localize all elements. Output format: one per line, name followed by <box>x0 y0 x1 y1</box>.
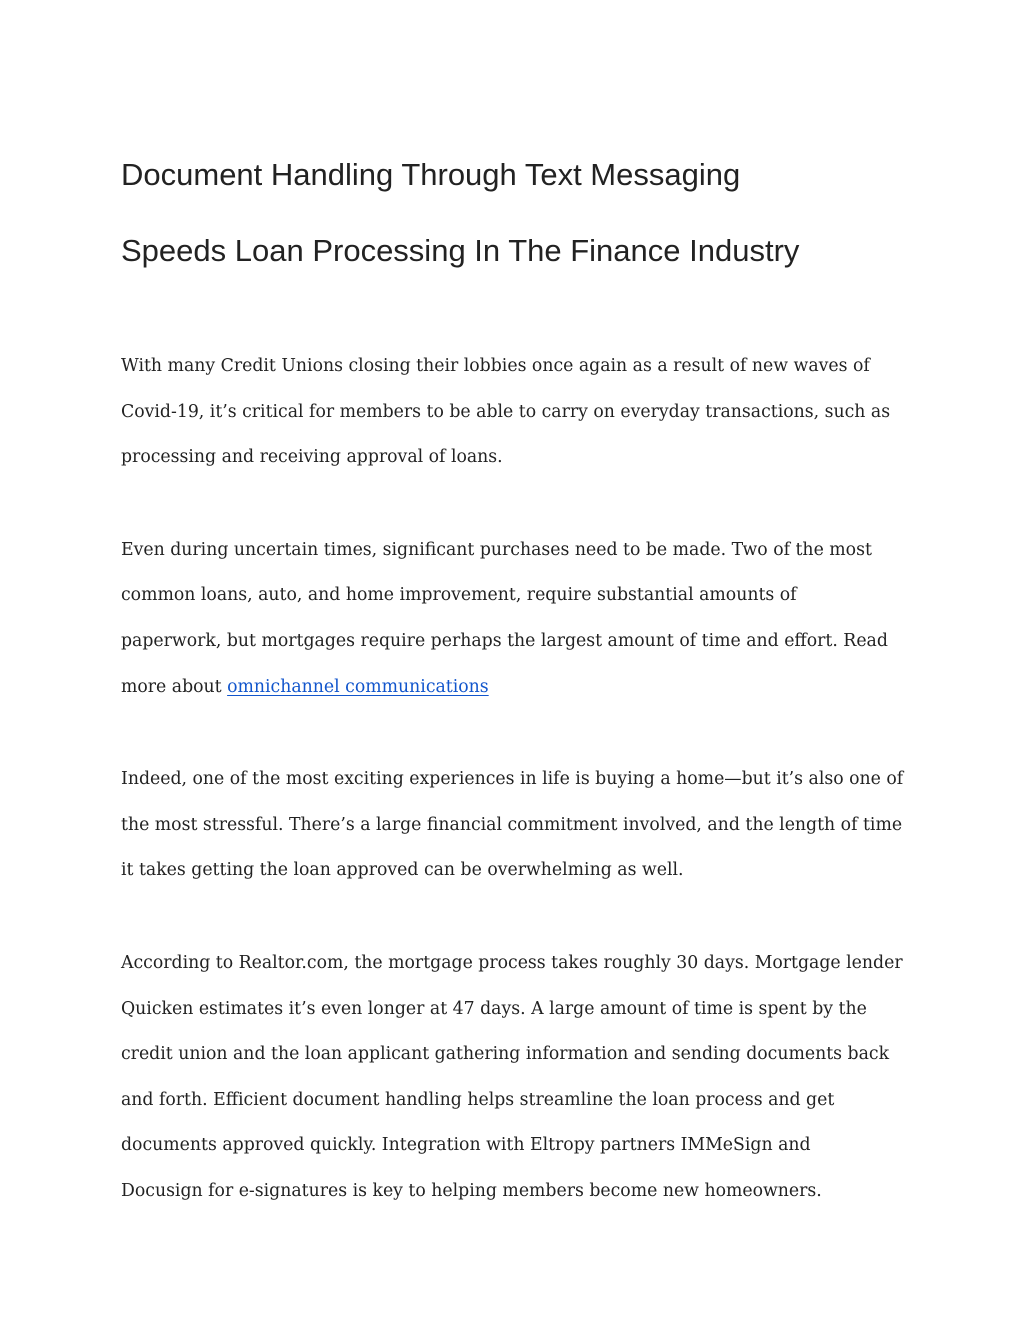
paragraph-line: credit union and the loan applicant gathering information and sending documents back <box>121 1044 890 1064</box>
paragraph-line: and forth. Efficient document handling helps streamline the loan process and get <box>121 1090 835 1110</box>
paragraph-line: it takes getting the loan approved can be overwhelming as well. <box>121 860 684 880</box>
paragraph-line: Even during uncertain times, significant purchases need to be made. Two of the most <box>121 540 872 560</box>
paragraph-line-with-link <box>121 675 489 699</box>
title-line-1: Document Handling Through Text Messaging <box>121 157 741 192</box>
link-prefix-text: more about <box>121 677 228 697</box>
paragraph-line: common loans, auto, and home improvement, require substantial amounts of <box>121 585 797 605</box>
paragraph-line: Quicken estimates it’s even longer at 47 days. A large amount of time is spent by the <box>121 999 867 1019</box>
title-line-2: Speeds Loan Processing In The Finance Industry <box>121 233 800 268</box>
paragraph-line: documents approved quickly. Integration with Eltropy partners IMMeSign and <box>121 1135 811 1155</box>
paragraph-line: processing and receiving approval of loans. <box>121 447 503 467</box>
paragraph-line: Covid-19, it’s critical for members to be able to carry on everyday transactions, such as <box>121 402 891 422</box>
omnichannel-communications-link[interactable]: omnichannel communications <box>227 677 489 697</box>
paragraph-line: the most stressful. There’s a large financial commitment involved, and the length of time <box>121 815 903 835</box>
paragraph-line: Docusign for e-signatures is key to helping members become new homeowners. <box>121 1181 822 1201</box>
paragraph-line: paperwork, but mortgages require perhaps the largest amount of time and effort. Read <box>121 631 888 651</box>
paragraph-line: Indeed, one of the most exciting experiences in life is buying a home—but it’s also one of <box>121 769 904 789</box>
paragraph-line: With many Credit Unions closing their lobbies once again as a result of new waves of <box>121 356 870 376</box>
paragraph-line: According to Realtor.com, the mortgage process takes roughly 30 days. Mortgage lender <box>121 953 903 973</box>
